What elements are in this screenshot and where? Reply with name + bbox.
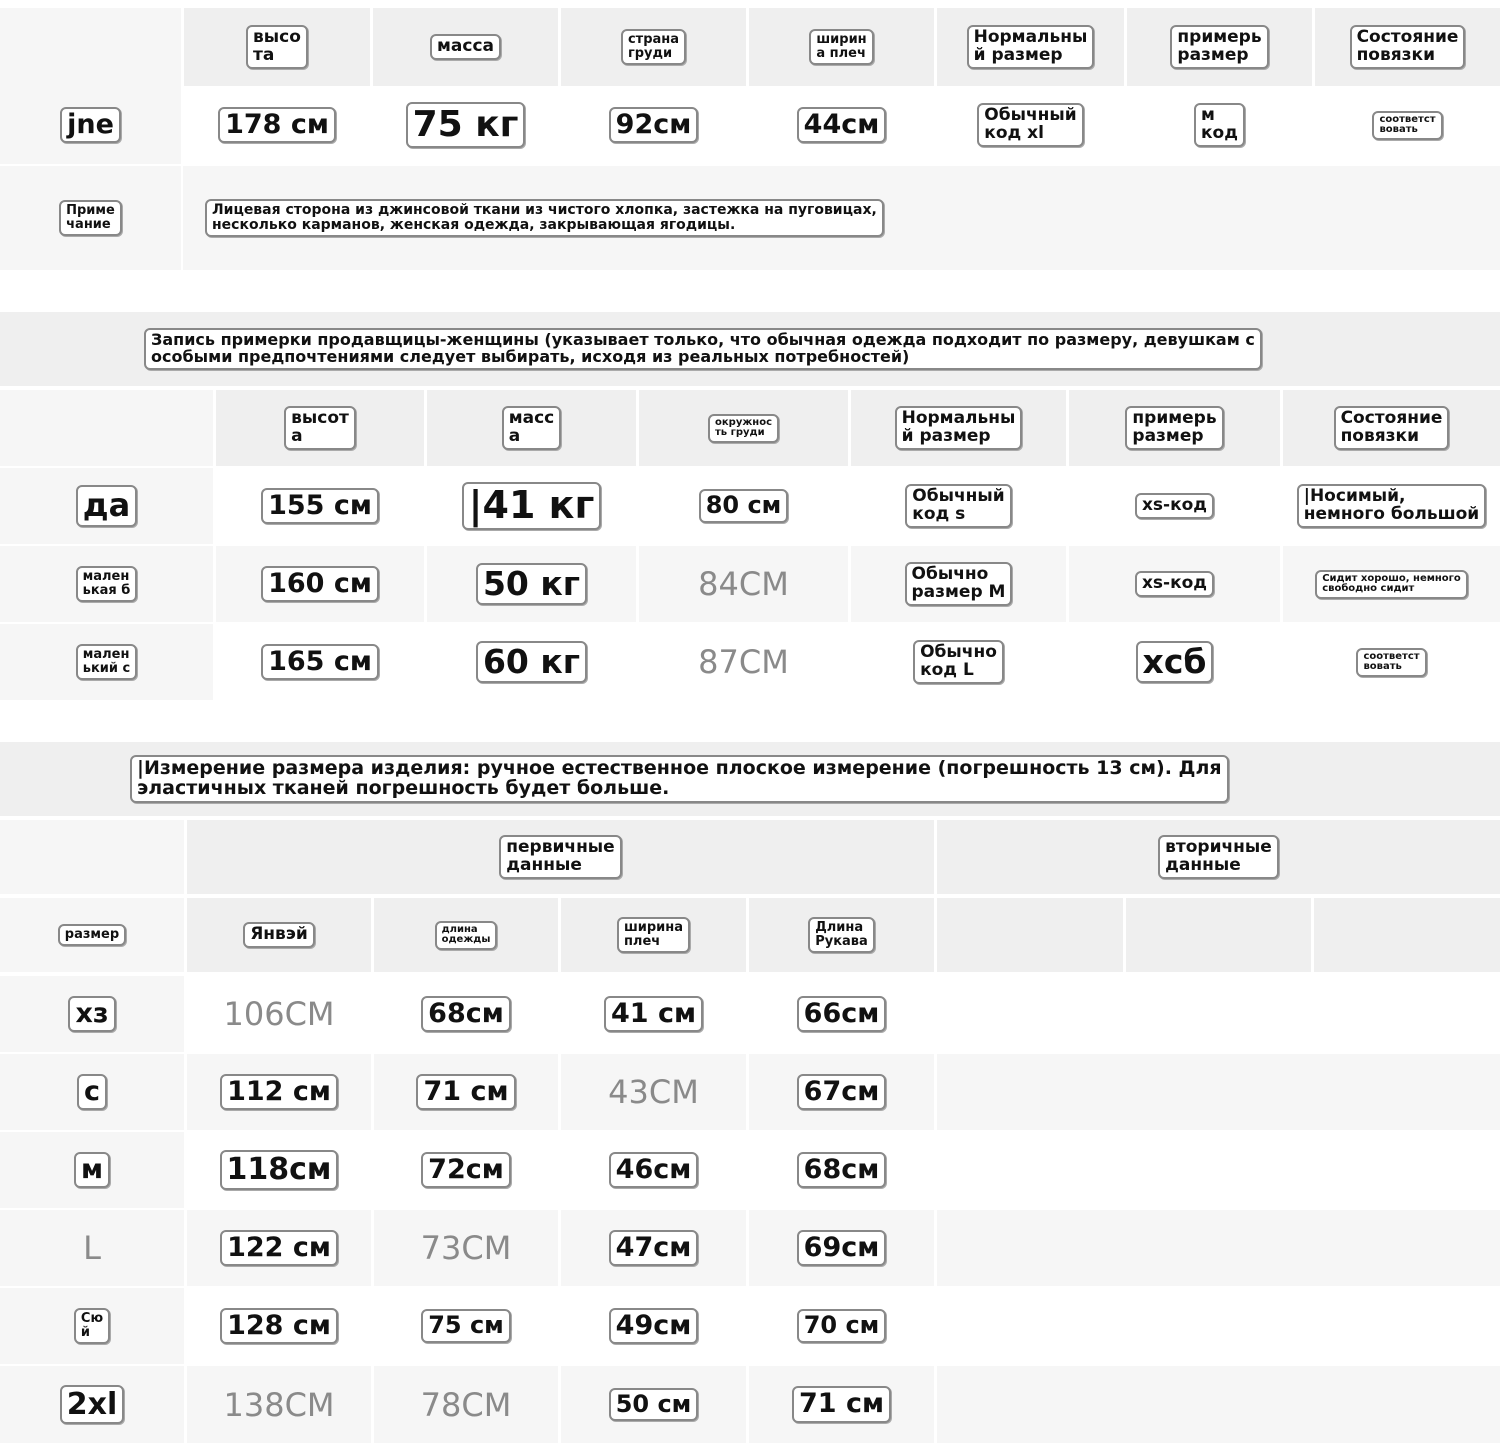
row-label: мален ькая б bbox=[76, 566, 138, 601]
note-text: Лицевая сторона из джинсовой ткани из чистого хлопка, застежка на пуговицах, несколько карманов, женская одежда, закрывающая ягодицы. bbox=[205, 199, 884, 236]
cell-value: Сидит хорошо, немного свободно сидит bbox=[1315, 570, 1468, 599]
cell-value: Обычно код L bbox=[913, 640, 1004, 684]
cell-value: 118см bbox=[220, 1150, 339, 1190]
cell-value: 178 см bbox=[218, 107, 336, 143]
cell-value: 71 см bbox=[416, 1074, 515, 1110]
cell-value: 50 см bbox=[609, 1388, 699, 1421]
cell-value: 78CM bbox=[420, 1385, 512, 1424]
product-row-m bbox=[0, 1132, 1500, 1208]
product-table bbox=[0, 742, 1500, 1443]
header-weight: масс а bbox=[502, 406, 562, 450]
header-height: высот а bbox=[284, 406, 356, 450]
model-header-row bbox=[0, 8, 1500, 86]
cell-value: Обычный код xl bbox=[977, 103, 1083, 147]
cell-value: 87CM bbox=[698, 643, 789, 681]
cell-value: 122 см bbox=[220, 1230, 338, 1266]
row-label: 2xl bbox=[60, 1385, 125, 1425]
product-title-row bbox=[0, 742, 1500, 816]
seller-title: Запись примерки продавщицы-женщины (указывает только, что обычная одежда подходит по размеру, девушкам с особыми предпочтениями следует выбирать, исходя из реальных потребностей) bbox=[144, 328, 1262, 370]
header-normal-size: Нормальны й размер bbox=[895, 406, 1023, 450]
cell-value: 69см bbox=[797, 1230, 887, 1266]
cell-value: 160 см bbox=[261, 566, 379, 602]
cell-value: 60 кг bbox=[476, 641, 587, 684]
model-data-row bbox=[0, 86, 1500, 164]
cell-value: м код bbox=[1194, 103, 1245, 147]
cell-value: 71 см bbox=[792, 1386, 891, 1422]
product-group-row bbox=[0, 820, 1500, 894]
header-length: длина одежды bbox=[435, 921, 498, 950]
model-note-row bbox=[0, 166, 1500, 270]
product-header-row bbox=[0, 898, 1500, 972]
product-title: |Измерение размера изделия: ручное естественное плоское измерение (погрешность 13 см). Для эластичных тканей погрешность будет больше. bbox=[130, 755, 1229, 803]
header-fit-state: Состояние повязки bbox=[1334, 406, 1450, 450]
cell-value: 165 см bbox=[261, 644, 379, 680]
cell-value: 41 см bbox=[604, 996, 703, 1032]
cell-value: соответст вовать bbox=[1356, 648, 1426, 677]
seller-row-1 bbox=[0, 468, 1500, 544]
cell-value: соответст вовать bbox=[1372, 111, 1442, 140]
cell-value: 75 см bbox=[421, 1309, 511, 1342]
seller-title-row bbox=[0, 312, 1500, 386]
header-try-size: примерь размер bbox=[1170, 25, 1268, 69]
cell-value: 46см bbox=[609, 1152, 699, 1188]
product-row-l bbox=[0, 1210, 1500, 1286]
cell-value: 80 см bbox=[699, 489, 789, 522]
row-label: мален ький с bbox=[76, 644, 138, 679]
cell-value: 66см bbox=[797, 996, 887, 1032]
row-label: jne bbox=[60, 107, 121, 143]
header-size: размер bbox=[58, 924, 126, 946]
cell-value: 92см bbox=[609, 107, 699, 143]
header-height: высо та bbox=[246, 25, 308, 69]
product-row-xs bbox=[0, 976, 1500, 1052]
header-shoulder: ширин а плеч bbox=[809, 29, 873, 64]
cell-value: 73CM bbox=[420, 1229, 512, 1267]
header-chest: страна груди bbox=[621, 29, 686, 64]
header-sleeve: Длина Рукава bbox=[808, 917, 875, 952]
seller-row-2 bbox=[0, 546, 1500, 622]
header-weight: масса bbox=[430, 34, 501, 60]
cell-value: xs-код bbox=[1135, 571, 1214, 597]
cell-value: 43CM bbox=[608, 1073, 699, 1111]
row-label: Сю й bbox=[74, 1308, 110, 1343]
note-label: Приме чание bbox=[59, 200, 122, 235]
seller-table bbox=[0, 312, 1500, 700]
cell-value: xs-код bbox=[1135, 493, 1214, 519]
cell-value: |41 кг bbox=[462, 482, 602, 530]
header-normal-size: Нормальны й размер bbox=[967, 25, 1095, 69]
cell-value: 70 см bbox=[797, 1309, 887, 1342]
row-label: м bbox=[74, 1152, 110, 1188]
product-row-2xl bbox=[0, 1366, 1500, 1443]
cell-value: 112 см bbox=[220, 1074, 338, 1110]
product-row-xl bbox=[0, 1288, 1500, 1364]
cell-value: хсб bbox=[1136, 641, 1214, 684]
cell-value: 106CM bbox=[223, 995, 335, 1033]
cell-value: |Носимый, немного большой bbox=[1297, 484, 1486, 528]
seller-header-row bbox=[0, 390, 1500, 466]
row-label: хз bbox=[68, 996, 115, 1032]
cell-value: 47см bbox=[609, 1230, 699, 1266]
header-fit-state: Состояние повязки bbox=[1350, 25, 1466, 69]
group-primary: первичные данные bbox=[499, 835, 621, 879]
header-chest: окружнос ть груди bbox=[708, 414, 779, 443]
cell-value: 128 см bbox=[220, 1308, 338, 1344]
cell-value: 138CM bbox=[223, 1385, 335, 1424]
header-bust: Янвэй bbox=[243, 922, 315, 948]
cell-value: 50 кг bbox=[476, 563, 587, 606]
model-table bbox=[0, 8, 1500, 270]
row-label: L bbox=[83, 1229, 101, 1267]
row-label: да bbox=[76, 485, 137, 527]
cell-value: 44см bbox=[797, 107, 887, 143]
group-secondary: вторичные данные bbox=[1158, 835, 1279, 879]
product-row-s bbox=[0, 1054, 1500, 1130]
seller-row-3 bbox=[0, 624, 1500, 700]
cell-value: 155 см bbox=[261, 488, 379, 524]
cell-value: 84CM bbox=[698, 565, 789, 603]
header-shoulder: ширина плеч bbox=[617, 917, 690, 952]
cell-value: 72см bbox=[421, 1152, 511, 1188]
cell-value: 68см bbox=[797, 1152, 887, 1188]
cell-value: 75 кг bbox=[406, 102, 526, 148]
cell-value: Обычно размер М bbox=[905, 562, 1013, 606]
cell-value: Обычный код s bbox=[905, 484, 1011, 528]
row-label: с bbox=[77, 1074, 107, 1110]
cell-value: 68см bbox=[421, 996, 511, 1032]
header-try-size: примерь размер bbox=[1125, 406, 1223, 450]
cell-value: 67см bbox=[797, 1074, 887, 1110]
cell-value: 49см bbox=[609, 1308, 699, 1344]
